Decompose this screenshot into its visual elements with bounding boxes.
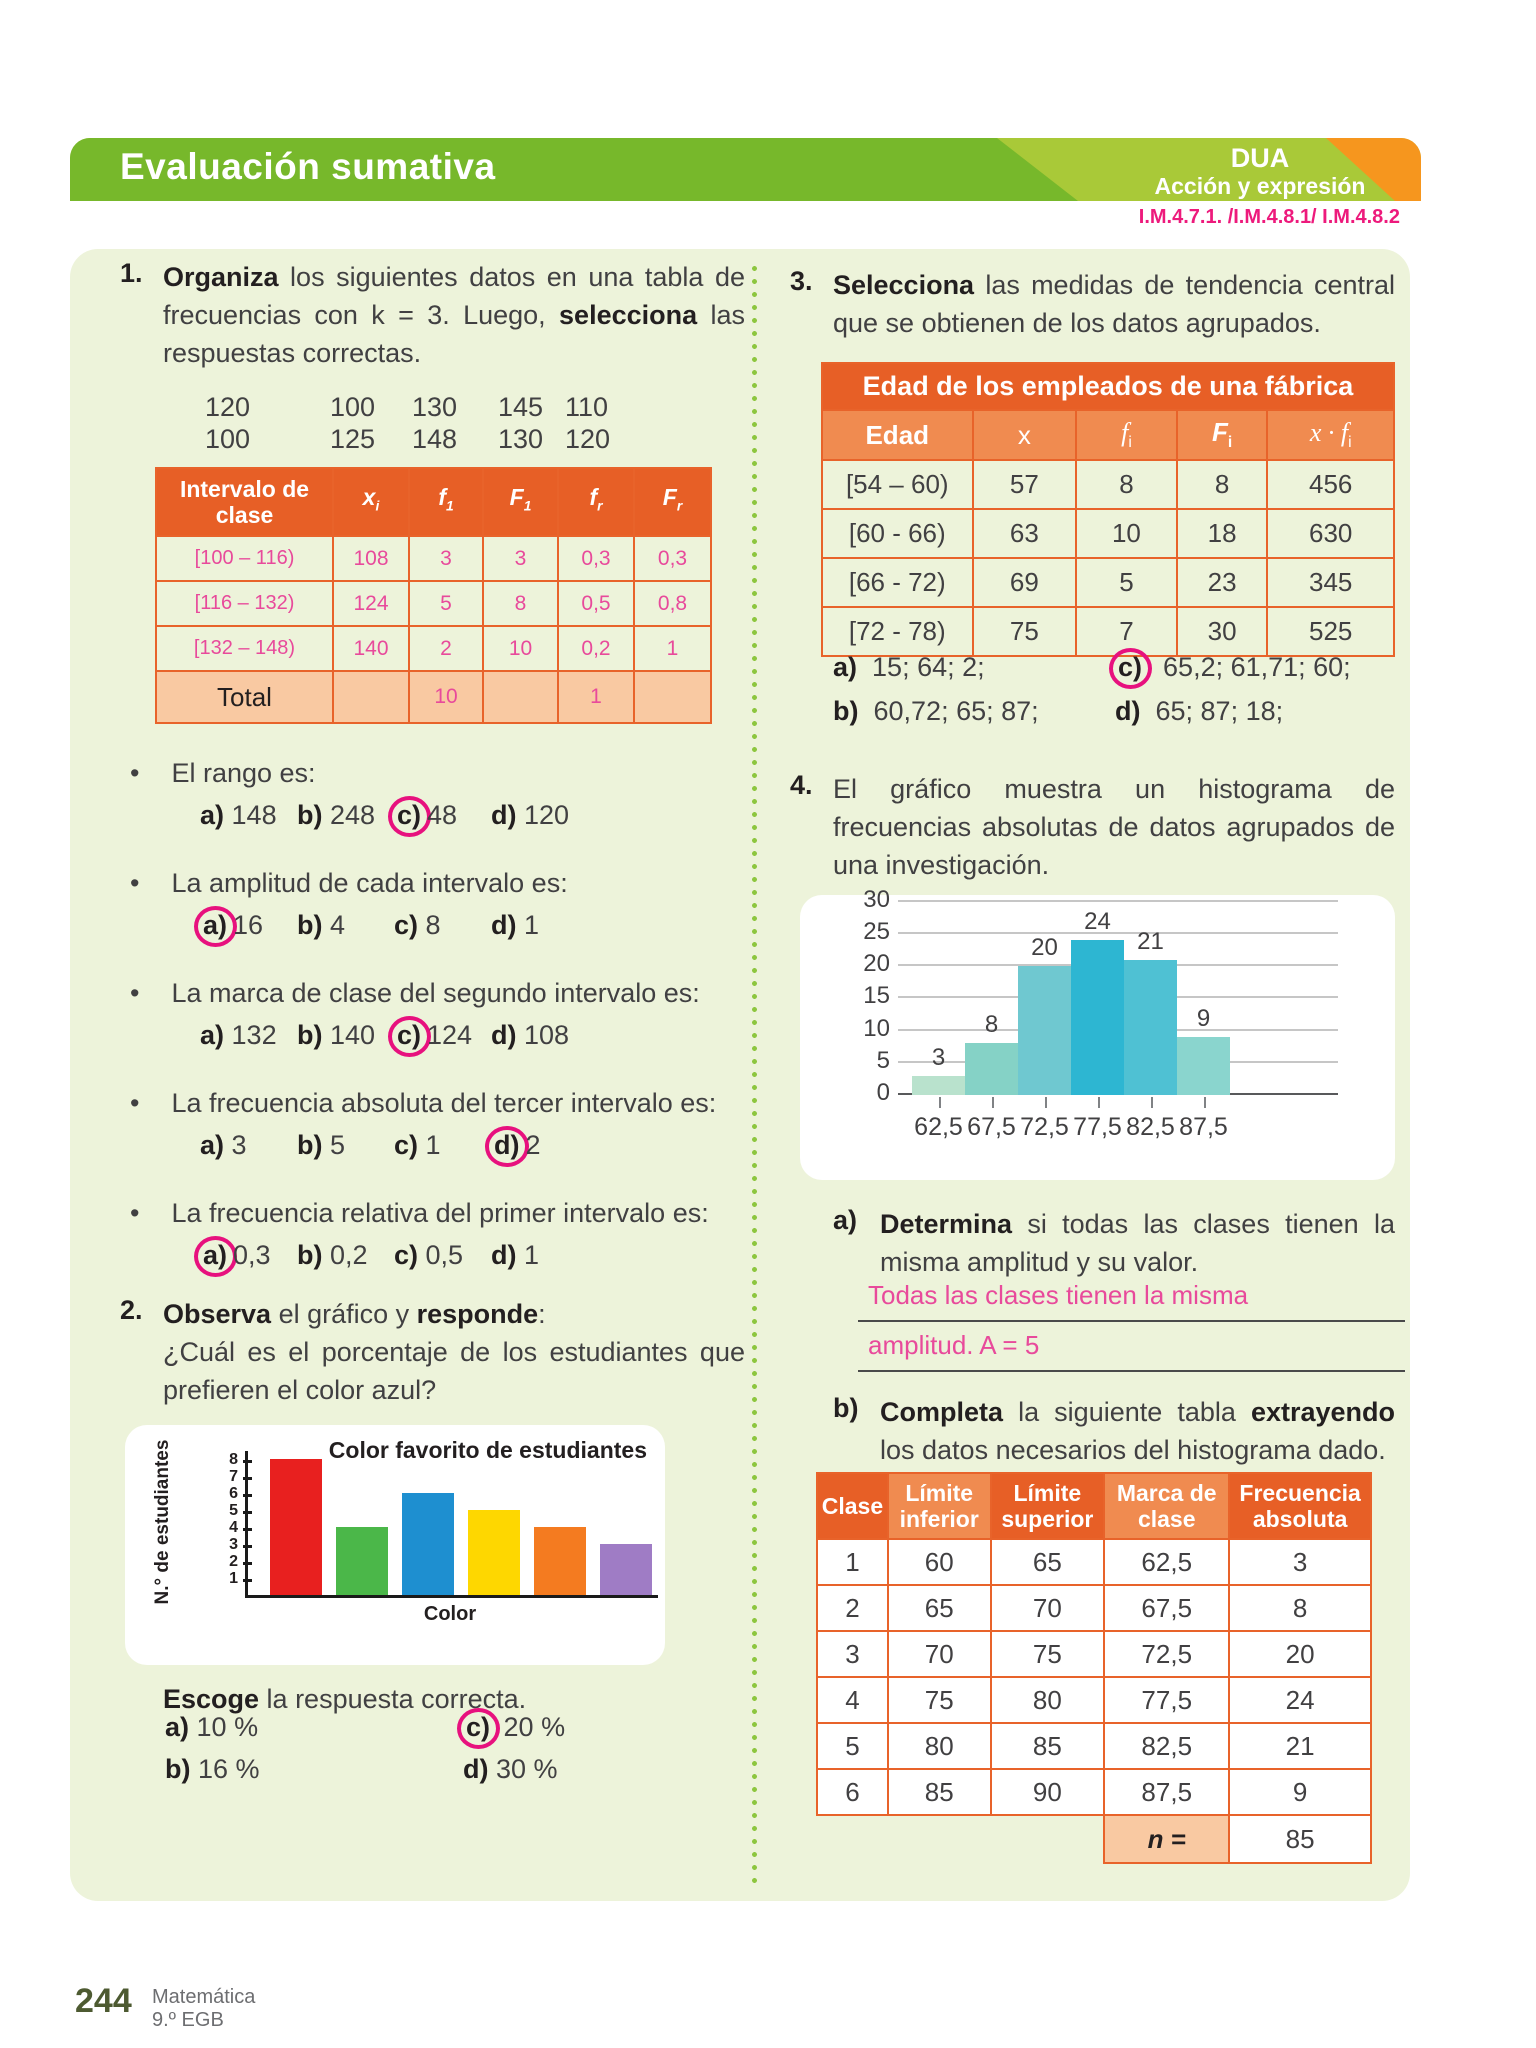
bold-extrayendo: extrayendo xyxy=(1250,1397,1395,1427)
y-tick-7: 7 xyxy=(208,1468,238,1486)
chart-x-axis-label: Color xyxy=(423,1603,477,1625)
col-frecuencia-absoluta: Frecuencia absoluta xyxy=(1229,1473,1371,1539)
dua-label: DUA xyxy=(1230,143,1290,173)
book-subject: Matemática 9.º EGB xyxy=(152,1986,256,2031)
escoge-prompt: Escoge la respuesta correcta. xyxy=(163,1684,527,1714)
chart-y-ticks xyxy=(208,1451,242,1595)
exercise-2-number: 2. xyxy=(120,1295,143,1325)
part-a-text: Determina si todas las clases tienen la misma amplitud y su valor. xyxy=(880,1209,1395,1277)
options-row xyxy=(200,1020,740,1053)
y-label-0: 0 xyxy=(876,1079,890,1106)
gridline-30 xyxy=(898,900,1338,902)
table-header-row xyxy=(817,1473,1371,1539)
y-tick-1: 1 xyxy=(208,1570,238,1588)
option-b: b) 140 xyxy=(297,1020,376,1050)
answer-circle: c) xyxy=(388,796,431,837)
option-b: b) 0,2 xyxy=(297,1240,368,1270)
bold-completa: Completa xyxy=(880,1397,1004,1427)
part-b-label: b) xyxy=(833,1393,859,1423)
edad-empleados-table xyxy=(821,362,1395,657)
option-b: b) 60,72; 65; 87; xyxy=(833,696,1039,726)
answer-circle: c) xyxy=(388,1016,431,1057)
table-row: 3 70 75 72,5 20 xyxy=(817,1631,1371,1677)
table-title-row xyxy=(822,363,1394,410)
col-xi: $x_i$ xyxy=(333,468,409,536)
table-row: 6 85 90 87,5 9 xyxy=(817,1769,1371,1815)
dua-sublabel: Acción y expresión xyxy=(1154,173,1366,199)
table-n-row xyxy=(817,1815,1371,1863)
bar-azul xyxy=(402,1493,454,1595)
bar-naranja xyxy=(534,1527,586,1595)
table-row: 1 60 65 62,5 3 xyxy=(817,1539,1371,1585)
col-f1: $f_1$ xyxy=(409,468,483,536)
option-d: d) 1 xyxy=(491,910,540,940)
col-x: x xyxy=(973,410,1077,460)
exercise-2-question: ¿Cuál es el porcentaje de los estudiantes que prefieren el color azul? xyxy=(163,1337,745,1405)
table-header-row xyxy=(822,410,1394,460)
bullet-icon: • xyxy=(130,1198,140,1228)
bold-responde: responde xyxy=(416,1299,539,1329)
y-tick-4: 4 xyxy=(208,1519,238,1537)
y-label-30: 30 xyxy=(863,885,890,913)
chart-title: Color favorito de estudiantes xyxy=(328,1437,647,1463)
histogram-plot xyxy=(863,885,1338,1141)
chart-y-axis-label: N.° de estudiantes xyxy=(152,1439,173,1605)
y-tick-5: 5 xyxy=(208,1502,238,1520)
col-F1: $F_1$ xyxy=(483,468,558,536)
y-label-5: 5 xyxy=(876,1046,890,1074)
exercise-3-intro: Selecciona las medidas de tendencia central que se obtienen de los datos agrupados. xyxy=(833,270,1395,338)
bold-selecciona: selecciona xyxy=(559,300,698,330)
histogram-class-72,5: 20 72,5 xyxy=(1018,966,1071,1095)
option-d: d) 30 % xyxy=(463,1754,558,1784)
options-row xyxy=(200,1240,740,1273)
options-row xyxy=(200,1130,740,1163)
y-tick-6: 6 xyxy=(208,1485,238,1503)
option-a-circled: a) 16 xyxy=(200,910,297,943)
column-divider xyxy=(752,262,757,1888)
histogram-bars xyxy=(912,908,1230,1141)
histogram-class-77,5: 24 77,5 xyxy=(1071,940,1124,1095)
option-a: a) 10 % xyxy=(165,1712,259,1742)
col-x-fi: $x \cdot f_i$ xyxy=(1267,410,1394,460)
page-number: 244 xyxy=(75,1982,132,2020)
answer-circle: c) xyxy=(457,1708,500,1749)
bar-chart-panel xyxy=(125,1425,665,1665)
y-label-10: 10 xyxy=(863,1014,890,1042)
table-row: 2 65 70 67,5 8 xyxy=(817,1585,1371,1631)
exercise-2-intro: Observa el gráfico y responde: ¿Cuál es el porcentaje de los estudiantes que prefieren el color azul? xyxy=(163,1299,745,1405)
col-fi: $f_i$ xyxy=(1076,410,1177,460)
bold-escoge: Escoge xyxy=(163,1684,260,1714)
option-d: d) 65; 87; 18; xyxy=(1115,696,1284,726)
options-row xyxy=(200,800,740,833)
table-row: [72 - 78) 75 7 30 525 xyxy=(822,607,1394,656)
bar-morado xyxy=(600,1544,652,1595)
frequency-table xyxy=(155,467,712,724)
y-tick-8: 8 xyxy=(208,1451,238,1469)
col-Fi: $F_i$ xyxy=(1177,410,1268,460)
exercise-4-intro: El gráfico muestra un histograma de frecuencias absolutas de datos agrupados de una investigación. xyxy=(833,774,1395,880)
exercise-1-number: 1. xyxy=(120,258,143,288)
bullet-icon: • xyxy=(130,758,140,788)
col-marca-clase: Marca de clase xyxy=(1104,1473,1229,1539)
table-row: [116 – 132) 124 5 8 0,5 0,8 xyxy=(156,581,711,626)
col-limite-superior: Límite superior xyxy=(991,1473,1105,1539)
col-clase: Clase xyxy=(817,1473,888,1539)
option-a: a) 15; 64; 2; xyxy=(833,652,985,682)
part-b-text: Completa la siguiente tabla extrayendo los datos necesarios del histograma dado. xyxy=(880,1397,1395,1465)
option-d: d) 108 xyxy=(491,1020,570,1050)
answer-line-1: Todas las clases tienen la misma xyxy=(858,1280,1405,1322)
completa-table xyxy=(816,1472,1372,1864)
answer-circle: d) xyxy=(485,1126,529,1167)
bullet-icon: • xyxy=(130,1088,140,1118)
option-b: b) 4 xyxy=(297,910,346,940)
histogram-panel xyxy=(800,885,1395,1180)
bar-verde xyxy=(336,1527,388,1595)
col-intervalo: Intervalo de clase xyxy=(156,468,333,536)
table-row: [54 – 60) 57 8 8 456 xyxy=(822,460,1394,509)
option-a: a) 3 xyxy=(200,1130,247,1160)
histogram-class-62,5: 3 62,5 xyxy=(912,1076,965,1095)
y-label-15: 15 xyxy=(863,982,890,1010)
question-frec-relativa: • La frecuencia relativa del primer intervalo es: a) 0,3 b) 0,2 c) 0,5 d) 1 xyxy=(130,1198,740,1273)
bold-determina: Determina xyxy=(880,1209,1013,1239)
histogram-class-67,5: 8 67,5 xyxy=(965,1043,1018,1095)
data-row-2: 100 125 148 130 120 xyxy=(205,424,611,454)
table-row: [132 – 148) 140 2 10 0,2 1 xyxy=(156,626,711,671)
option-d-circled: d) 2 xyxy=(491,1130,588,1163)
answer-circle: c) xyxy=(1109,648,1152,689)
question-marca-clase: • La marca de clase del segundo intervalo es: a) 132 b) 140 c) 124 d) 108 xyxy=(130,978,740,1053)
part-a-label: a) xyxy=(833,1205,858,1235)
option-c: c) 8 xyxy=(394,910,441,940)
options-row xyxy=(200,910,740,943)
y-tick-3: 3 xyxy=(208,1536,238,1554)
bar-rojo xyxy=(270,1459,322,1595)
bold-observa: Observa xyxy=(163,1299,272,1329)
option-c-circled: c) 20 % xyxy=(463,1712,565,1745)
curriculum-codes: I.M.4.7.1. /I.M.4.8.1/ I.M.4.8.2 xyxy=(1138,206,1400,228)
answer-line-2: amplitud. A = 5 xyxy=(858,1330,1405,1372)
question-rango: • El rango es: a) 148 b) 248 c) 48 d) 120 xyxy=(130,758,740,833)
option-c-circled: c) 124 xyxy=(394,1020,491,1053)
chart-bars xyxy=(270,1459,652,1595)
histogram-class-82,5: 21 82,5 xyxy=(1124,960,1177,1095)
option-b: b) 5 xyxy=(297,1130,346,1160)
option-d: d) 120 xyxy=(491,800,570,830)
exercise-3-options xyxy=(833,652,1351,727)
answer-circle: a) xyxy=(194,906,237,947)
option-c-circled: c) 65,2; 61,71; 60; xyxy=(1115,652,1351,685)
y-tick-2: 2 xyxy=(208,1553,238,1571)
col-edad: Edad xyxy=(822,410,973,460)
option-a: a) 148 xyxy=(200,800,277,830)
option-c: c) 1 xyxy=(394,1130,441,1160)
bar-amarillo xyxy=(468,1510,520,1595)
col-Fr: $F_r$ xyxy=(634,468,711,536)
option-c-circled: c) 48 xyxy=(394,800,491,833)
y-label-20: 20 xyxy=(863,950,890,977)
question-amplitud: • La amplitud de cada intervalo es: a) 16 b) 4 c) 8 d) 1 xyxy=(130,868,740,943)
bold-selecciona: Selecciona xyxy=(833,270,975,300)
exercise-3-number: 3. xyxy=(790,266,813,296)
answer-circle: a) xyxy=(194,1236,237,1277)
table-row: 5 80 85 82,5 21 xyxy=(817,1723,1371,1769)
exercise-2-options xyxy=(165,1712,565,1785)
page-title: Evaluación sumativa xyxy=(120,146,496,187)
bullet-icon: • xyxy=(130,978,140,1008)
table-row: [66 - 72) 69 5 23 345 xyxy=(822,558,1394,607)
bold-organiza: Organiza xyxy=(163,262,279,292)
table-row: [60 - 66) 63 10 18 630 xyxy=(822,509,1394,558)
table-row: [100 – 116) 108 3 3 0,3 0,3 xyxy=(156,536,711,581)
col-fr: $f_r$ xyxy=(558,468,634,536)
option-a: a) 132 xyxy=(200,1020,277,1050)
option-b: b) 16 % xyxy=(165,1754,260,1784)
col-limite-inferior: Límite inferior xyxy=(888,1473,991,1539)
header-banner xyxy=(70,138,1421,201)
data-row-1: 120 100 130 145 110 xyxy=(205,392,609,422)
option-c: c) 0,5 xyxy=(394,1240,464,1270)
exercise-4-number: 4. xyxy=(790,770,813,800)
n-label: n = xyxy=(1104,1815,1229,1863)
table-title: Edad de los empleados de una fábrica xyxy=(822,363,1394,410)
bar-chart-plot xyxy=(229,1451,658,1598)
option-d: d) 1 xyxy=(491,1240,540,1270)
option-a-circled: a) 0,3 xyxy=(200,1240,297,1273)
table-header-row xyxy=(156,468,711,536)
bullet-icon: • xyxy=(130,868,140,898)
table-row: 4 75 80 77,5 24 xyxy=(817,1677,1371,1723)
histogram-class-87,5: 9 87,5 xyxy=(1177,1037,1230,1095)
table-total-row: Total 10 1 xyxy=(156,671,711,723)
y-label-25: 25 xyxy=(863,917,890,945)
n-value: 85 xyxy=(1229,1815,1371,1863)
exercise-1-intro: Organiza los siguientes datos en una tabla de frecuencias con k = 3. Luego, selecciona las respuestas correctas. xyxy=(163,262,745,368)
question-frec-absoluta: • La frecuencia absoluta del tercer intervalo es: a) 3 b) 5 c) 1 d) 2 xyxy=(130,1088,740,1163)
option-b: b) 248 xyxy=(297,800,376,830)
